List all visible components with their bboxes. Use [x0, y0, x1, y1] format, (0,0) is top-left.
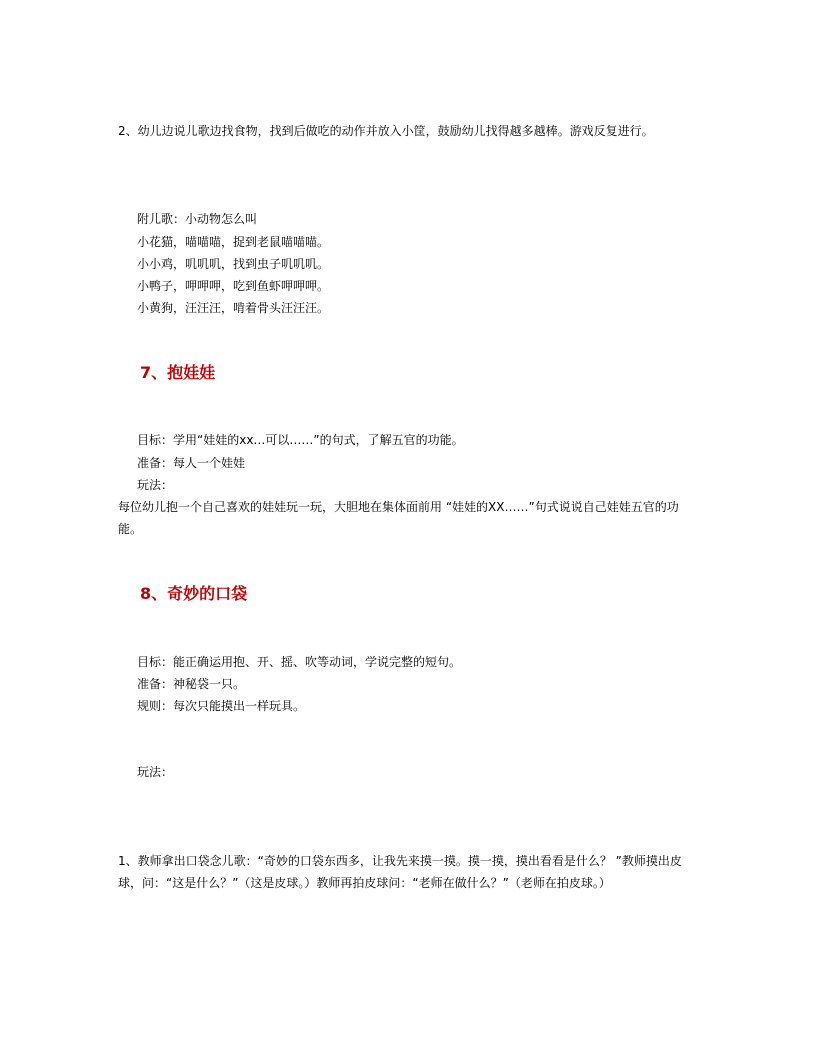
section-heading: 8、奇妙的口袋	[140, 584, 248, 603]
play-label: 玩法：	[137, 765, 174, 779]
rule-text: 规则：每次只能摸出一样玩具。	[137, 699, 306, 713]
rhyme-line: 小鸭子，呷呷呷，吃到鱼虾呷呷呷。	[137, 279, 330, 293]
step-2-paragraph: 2、幼儿边说儿歌边找食物，找到后做吃的动作并放入小筐，鼓励幼儿找得越多越棒。游戏反复进行。	[118, 124, 654, 138]
section-heading: 7、抱娃娃	[140, 363, 216, 382]
step-1-paragraph: 1、教师拿出口袋念儿歌：“奇妙的口袋东西多，让我先来摸一摸。摸一摸，摸出看看是什么？ ”教师摸出皮球，问：“这是什么？”（这是皮球。）教师再拍皮球问：“老师在做什么？”（老师在拍皮球。）	[118, 854, 682, 890]
goal-text: 目标：学用“娃娃的xx…可以……”的句式，了解五官的功能。	[137, 433, 464, 447]
rhyme-line: 小黄狗，汪汪汪，啃着骨头汪汪汪。	[137, 301, 330, 315]
rhyme-line: 小花猫，喵喵喵，捉到老鼠喵喵喵。	[137, 235, 330, 249]
prep-text: 准备：每人一个娃娃	[137, 456, 246, 470]
prep-text: 准备：神秘袋一只。	[137, 677, 246, 691]
play-label: 玩法：	[137, 478, 174, 492]
rhyme-line: 小小鸡，叽叽叽，找到虫子叽叽叽。	[137, 257, 330, 271]
goal-text: 目标：能正确运用抱、开、摇、吹等动词，学说完整的短句。	[137, 655, 462, 669]
play-paragraph: 每位幼儿抱一个自己喜欢的娃娃玩一玩，大胆地在集体面前用 “娃娃的XX……”句式说说自己娃娃五官的功能。	[118, 500, 679, 536]
rhyme-title: 附儿歌：小动物怎么叫	[137, 212, 258, 226]
